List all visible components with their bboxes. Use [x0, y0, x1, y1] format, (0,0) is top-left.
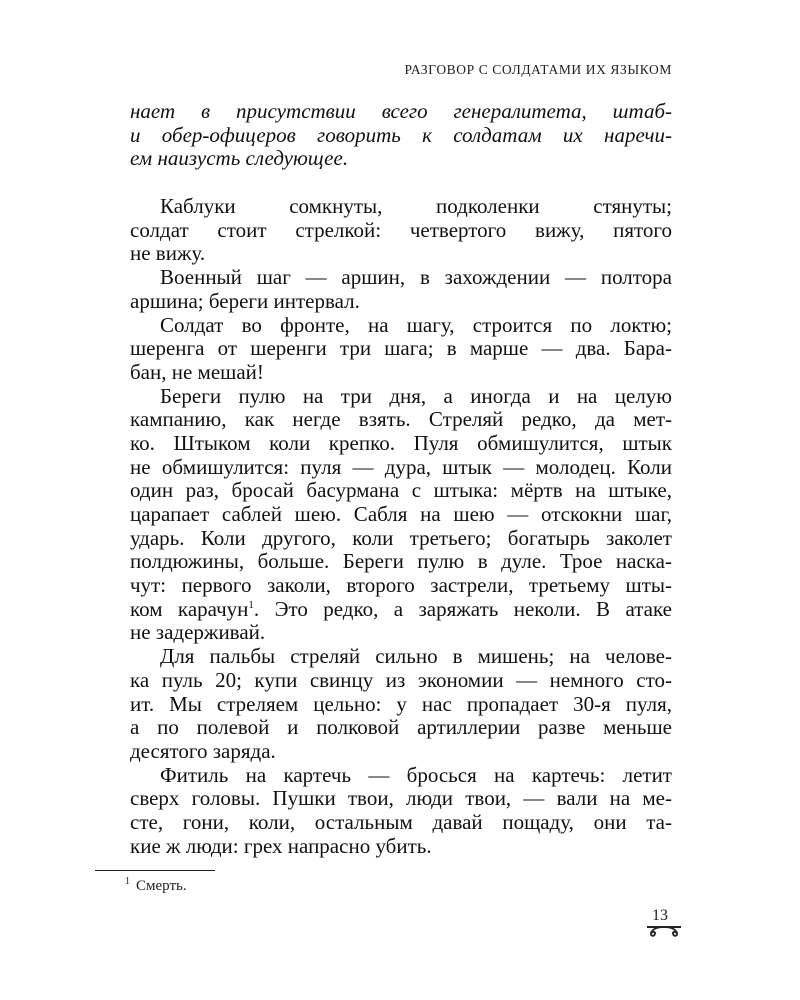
intro-paragraph [130, 100, 672, 171]
text-line: бан, не мешай! [130, 359, 264, 384]
text-line: сте, гони, коли, остальным давай пощаду, они та- [130, 809, 672, 834]
text-line: Каблуки сомкнуты, подколенки стянуты; [160, 194, 672, 219]
footnote [125, 876, 187, 895]
paragraph [130, 645, 672, 763]
running-head: РАЗГОВОР С СОЛДАТАМИ ИХ ЯЗЫКОМ [404, 62, 672, 77]
paragraph [130, 764, 672, 859]
text-line: аршина; береги интервал. [130, 288, 360, 313]
text-line: ит. Мы стреляем цельно: у нас пропадает 30-я пуля, [130, 691, 672, 716]
text-line: ударь. Коли другого, коли третьего; богатырь заколет [130, 525, 672, 550]
text-line: шеренга от шеренги три шага; в марше — два. Бара- [130, 336, 672, 361]
text-line: ко. Штыком коли крепко. Пуля обмишулится, штык [130, 430, 672, 455]
scroll-ornament-icon [644, 925, 684, 939]
text-run: . Это редко, а заряжать неколи. В атаке [253, 596, 672, 621]
paragraph [130, 314, 672, 385]
footnote-reference[interactable]: 1 [248, 598, 254, 611]
text-line: солдат стоит стрелкой: четвертого вижу, пятого [130, 217, 672, 242]
footnote-mark: 1 [125, 876, 130, 887]
footnote-text: Смерть. [136, 878, 187, 894]
text-line: один раз, бросай басурмана с штыка: мёртв на штыке, [130, 478, 672, 503]
text-line: чут: первого заколи, второго застрели, третьему шты- [130, 573, 672, 598]
text-line: нает в присутствии всего генералитета, штаб- [130, 99, 672, 123]
page-number: 13 [652, 907, 668, 924]
paragraph [130, 385, 672, 646]
text-line: Фитиль на картечь — бросься на картечь: летит [160, 762, 672, 787]
text-line: Военный шаг — аршин, в захождении — полтора [160, 265, 672, 290]
paragraph [130, 266, 672, 313]
text-line: не обмишулится: пуля — дура, штык — молодец. Коли [130, 454, 672, 479]
text-line [130, 598, 672, 622]
text-line: ем наизусть следующее. [130, 146, 349, 171]
text-line: не задерживай. [130, 620, 266, 645]
text-line: десятого заряда. [130, 738, 276, 763]
text-line: царапает саблей шею. Сабля на шею — отскокни шаг, [130, 502, 672, 526]
paragraph [130, 195, 672, 266]
text-line: Для пальбы стреляй сильно в мишень; на челове- [160, 644, 672, 669]
text-line: полдюжины, больше. Береги пулю в дуле. Трое наска- [130, 549, 672, 574]
text-line: кампанию, как негде взять. Стреляй редко, да мет- [130, 407, 672, 432]
body-text [130, 100, 672, 858]
text-line: а по полевой и полковой артиллерии разве меньше [130, 715, 672, 740]
text-run: ком карачун [130, 596, 249, 621]
text-line: сверх головы. Пушки твои, люди твои, — вали на ме- [130, 786, 672, 811]
text-line: Солдат во фронте, на шагу, строится по локтю; [160, 312, 672, 337]
text-line: не вижу. [130, 241, 206, 266]
text-line: ка пуль 20; купи свинцу из экономии — немного сто- [130, 667, 672, 692]
text-line: и обер-офицеров говорить к солдатам их наречи- [130, 122, 672, 147]
text-line: кие ж люди: грех напрасно убить. [130, 833, 432, 858]
footnote-rule [95, 870, 215, 871]
text-line: Береги пулю на три дня, а иногда и на целую [160, 383, 672, 408]
